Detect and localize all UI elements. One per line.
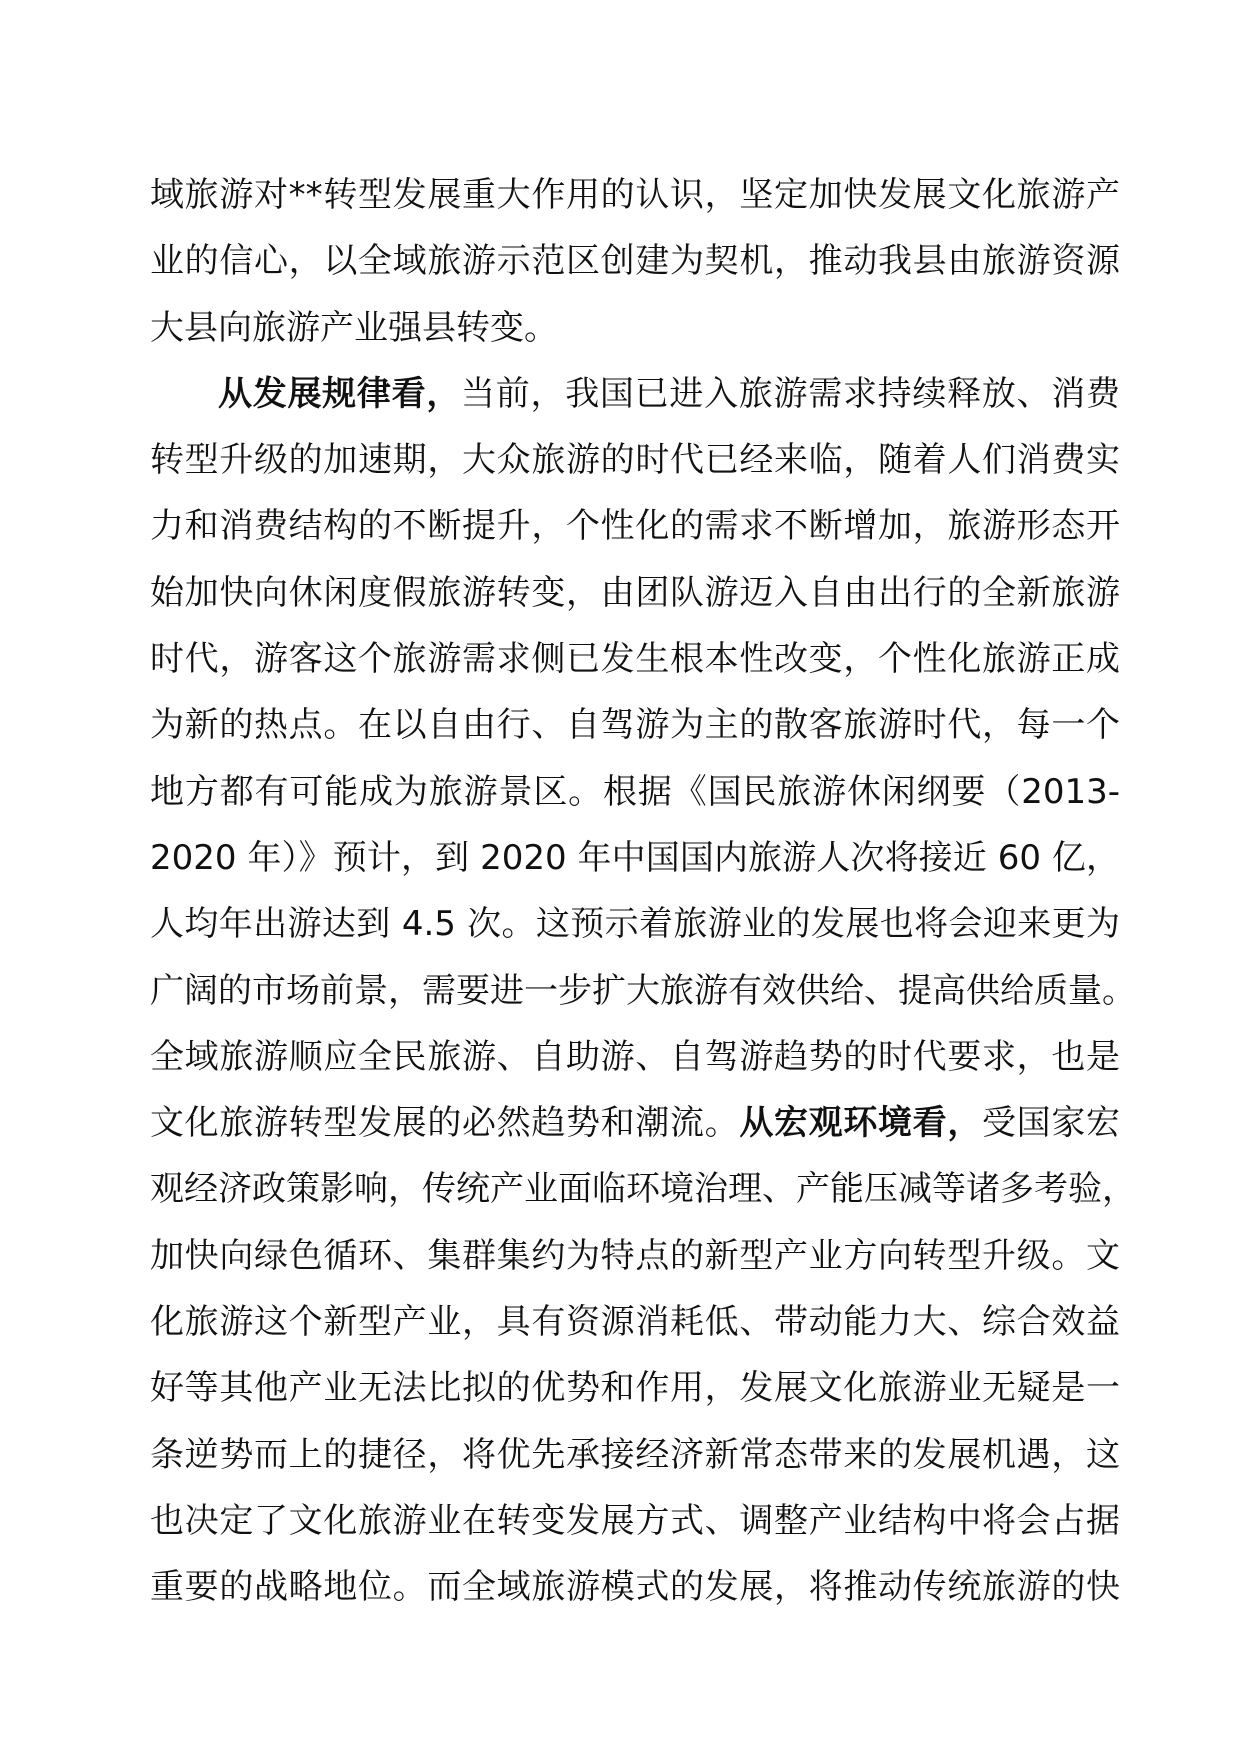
text-span: 观经济政策影响，传统产业面临环境治理、产能压减等诸多考验， xyxy=(150,1169,1136,1210)
text-span: 文化旅游转型发展的必然趋势和潮流。 xyxy=(150,1103,740,1144)
paragraph-first-line xyxy=(150,361,1120,427)
text-line xyxy=(150,427,1120,493)
text-span: 受国家宏 xyxy=(982,1103,1121,1144)
text-line xyxy=(150,692,1120,758)
text-span: 为新的热点。在以自由行、自驾游为主的散客旅游时代，每一个 xyxy=(150,705,1120,746)
text-line xyxy=(150,1289,1120,1355)
text-span: 好等其他产业无法比拟的优势和作用，发展文化旅游业无疑是一 xyxy=(150,1368,1120,1409)
text-line xyxy=(150,1554,1120,1620)
text-span: 2020 年）》预计，到 2020 年中国国内旅游人次将接近 60 亿， xyxy=(150,837,1120,878)
text-span: 域旅游对**转型发展重大作用的认识，坚定加快发展文化旅游产 xyxy=(150,175,1120,215)
text-line xyxy=(150,1422,1120,1488)
text-span: 转型升级的加速期，大众旅游的时代已经来临，随着人们消费实 xyxy=(150,440,1120,481)
bold-lead-text: 从宏观环境看， xyxy=(739,1103,983,1144)
text-line xyxy=(150,493,1120,559)
text-span: 力和消费结构的不断提升，个性化的需求不断增加，旅游形态开 xyxy=(150,506,1120,547)
document-page xyxy=(150,162,1136,1621)
text-line xyxy=(150,825,1120,891)
text-line xyxy=(150,560,1120,626)
text-span: 广阔的市场前景，需要进一步扩大旅游有效供给、提高供给质量。 xyxy=(150,970,1136,1011)
text-line xyxy=(150,1355,1120,1421)
text-span: 加快向绿色循环、集群集约为特点的新型产业方向转型升级。文 xyxy=(150,1235,1120,1276)
text-span: 大县向旅游产业强县转变。 xyxy=(150,307,558,348)
text-span: 人均年出游达到 4.5 次。这预示着旅游业的发展也将会迎来更为 xyxy=(150,904,1120,945)
text-span: 化旅游这个新型产业，具有资源消耗低、带动能力大、综合效益 xyxy=(150,1302,1120,1343)
text-line xyxy=(150,759,1120,825)
text-span: 重要的战略地位。而全域旅游模式的发展，将推动传统旅游的快 xyxy=(150,1567,1120,1608)
text-span: 条逆势而上的捷径，将优先承接经济新常态带来的发展机遇，这 xyxy=(150,1434,1120,1475)
text-line xyxy=(150,1223,1120,1289)
text-line xyxy=(150,295,1120,361)
text-span: 全域旅游顺应全民旅游、自助游、自驾游趋势的时代要求，也是 xyxy=(150,1036,1120,1077)
text-span: 地方都有可能成为旅游景区。根据《国民旅游休闲纲要（2013- xyxy=(150,771,1120,812)
text-span: 始加快向休闲度假旅游转变，由团队游迈入自由出行的全新旅游 xyxy=(150,572,1120,613)
text-span: 业的信心，以全域旅游示范区创建为契机，推动我县由旅游资源 xyxy=(150,241,1120,282)
text-line xyxy=(150,626,1120,692)
text-line xyxy=(150,1090,1120,1156)
text-span: 也决定了文化旅游业在转变发展方式、调整产业结构中将会占据 xyxy=(150,1500,1120,1541)
text-line xyxy=(150,228,1120,294)
text-line xyxy=(150,1024,1120,1090)
bold-lead-text: 从发展规律看， xyxy=(218,373,462,414)
text-line xyxy=(150,162,1120,228)
text-line xyxy=(150,1156,1136,1222)
text-line xyxy=(150,891,1120,957)
text-span: 当前，我国已进入旅游需求持续释放、消费 xyxy=(461,373,1121,414)
text-line xyxy=(150,958,1136,1024)
text-line xyxy=(150,1488,1120,1554)
text-span: 时代，游客这个旅游需求侧已发生根本性改变，个性化旅游正成 xyxy=(150,639,1120,680)
